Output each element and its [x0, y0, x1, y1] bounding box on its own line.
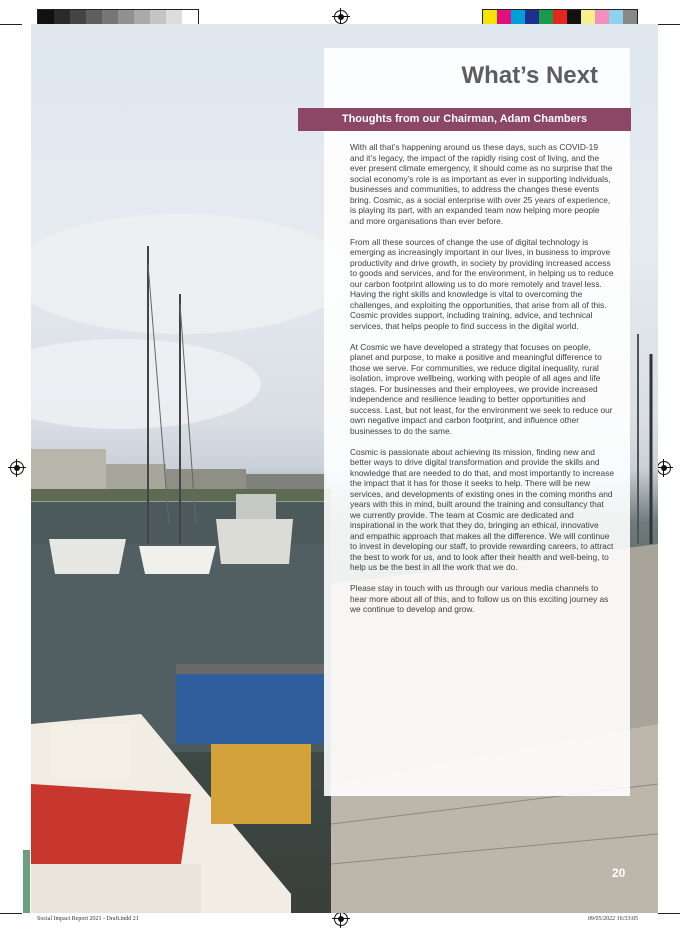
paragraph-5: Please stay in touch with us through our various media channels to hear more about all of this, and to follow us on this exciting journey as we continue to develop and grow.: [350, 583, 609, 614]
grayscale-color-bar: [37, 9, 199, 25]
green-edge-strip: [23, 850, 30, 913]
article-body: [350, 142, 614, 625]
print-slug-filename: Social Impact Report 2021 - Draft.indd 21: [37, 916, 139, 922]
crop-mark: [658, 24, 680, 25]
crop-mark: [658, 913, 680, 914]
crop-mark: [0, 24, 22, 25]
registration-mark-top: [334, 10, 348, 24]
registration-mark-left: [10, 461, 24, 475]
crop-mark: [0, 913, 22, 914]
print-slug-timestamp: 09/05/2022 16:53:05: [587, 916, 638, 922]
paragraph-4: Cosmic is passionate about achieving its mission, finding new and better ways to drive digital transformation and provide the skills and knowledge that are needed to do that, and most importantly to increase the impact that it has for those it seeks to help. There will be new services, and developments of existing ones in the coming months and years with this in mind, built around the training and consultancy that we currently provide. The team at Cosmic are dedicated and inspirational in the work that they do, bringing an ethical, innovative and empathic approach that makes all the difference. We will continue to invest in developing our staff, to provide rewarding careers, to attract the best to work for us, and to look after their health and well-being, to help us be the best in all the work that we do.: [350, 446, 614, 572]
registration-mark-right: [657, 461, 671, 475]
process-color-bar: [482, 9, 638, 25]
page-number: 20: [612, 866, 626, 880]
paragraph-3: At Cosmic we have developed a strategy that focuses on people, planet and purpose, to make a positive and meaningful difference to those we serve. For communities, we reduce digital inequality, rural isolation, improve wellbeing, working with people of all ages and life stages. For businesses and their employees, we provide increased independence and resilience leading to better opportunities and success. Last, but not least, for the environment we seek to reduce our own negative impact and carbon footprint, and influence other businesses to do the same.: [350, 341, 613, 436]
registration-mark-bottom: [334, 912, 348, 926]
page-title: What’s Next: [461, 62, 598, 89]
paragraph-2: From all these sources of change the use of digital technology is emerging as increasingly important in our lives, in business to improve productivity and drive growth, in society by providing increased access to goods and services, and for the environment, in helping us to reduce our carbon footprint allowing us to do more remotely and travel less. Having the right skills and knowledge is vital to overcoming the challenges, and exploiting the opportunities, that arise from all of this. Cosmic provides support, including training, advice, and technical services, that helps people to find success in the digital world.: [350, 236, 614, 331]
paragraph-1: With all that’s happening around us these days, such as COVID-19 and it’s legacy, the impact of the rapidly rising cost of living, and the ever present climate emergency, it should come as no surprise that the social economy’s role is as important as ever in supporting individuals, businesses and communities, to address the changes these events bring. Cosmic, as a social enterprise with over 25 years of experience, is playing its part, with an expanded team now helping more people and more organisations than ever before.: [350, 142, 613, 226]
chairman-subheading: Thoughts from our Chairman, Adam Chambers: [298, 108, 631, 131]
